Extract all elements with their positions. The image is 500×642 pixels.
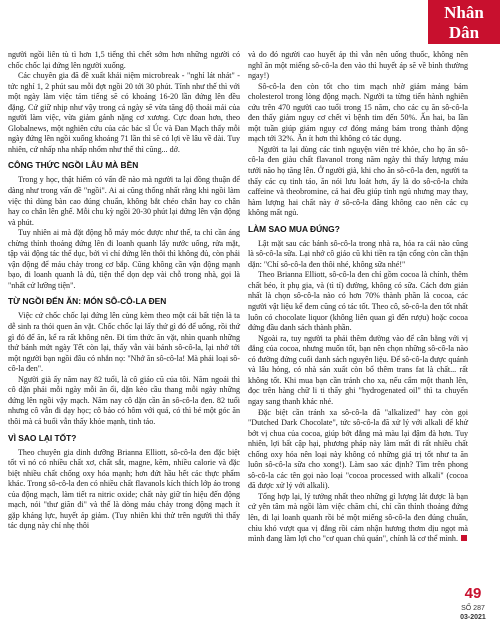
body-paragraph: Người già ấy năm nay 82 tuổi, là cô giáo cũ của tôi. Năm ngoái thì cô dặn phải mỗi ngày mỗi ăn ổi, dặn kèo cầu thang mỗi ngày những đứng lên ngồi vậy mạch. Năm nay cô dặn cần ăn sô-cô-la đen. 82 tuổi nhưng cô vẫn đi dạy học; cô bảo có hôm với quá, có thì bé một góc ăn thôi mà cả buổi vẫn thấy khỏe mạnh, tinh táo. (8, 374, 240, 426)
masthead-name: Nhân Dân (444, 3, 484, 42)
body-paragraph: người ngồi liên tù tì hơn 1,5 tiếng thì chết sớm hơn những người có chốc chốc lại đứng lên người xuống. (8, 50, 240, 70)
issue-number: SỐ 287 (461, 605, 485, 612)
page-number: 49 (464, 585, 482, 602)
body-paragraph: Theo chuyên gia dinh dưỡng Brianna Elliott, sô-cô-la đen đặc biệt tốt vì nó có nhiều chất xơ, chất sắt, magne, kẽm, nhiều calorie và đặc biệt nhiều chất chống oxy hóa mạnh; hơn đứt hầu hết các thực phẩm khác. Trong sô-cô-la đen có nhiều chất flavanols kích thích lớp áo trong của động mạch, làm tiết ra nitric oxide; chất này giữ tín hiệu đến động mạch, nói "thư giãn đi" và thế là dòng máu chảy trong động mạch ít gặp kháng lực, huyết áp giảm. (Tuy nhiên khi thử trên người thì thấy tác dụng này chỉ nhẹ thôi (8, 447, 240, 531)
article-column-left (8, 50, 240, 532)
section-heading: CÔNG THỨC NGỒI LÂU MÀ BỀN (8, 160, 139, 171)
body-paragraph: và do đó người cao huyết áp thì vẫn nên uống thuốc, không nên nghĩ ăn một miếng sô-cô-la đen vào thì huyết áp sẽ về bình thường ngay!) (248, 50, 468, 81)
masthead-subtitle: hằng tháng (439, 43, 489, 55)
page-footer (454, 586, 492, 622)
body-paragraph: Ngoài ra, tuy người ta phải thêm đường vào để cân bằng với vị đắng của cocoa, nhưng muốn tốt, bạn nên chọn những sô-cô-la nào có đường đứng cuối danh sách nguyên liệu. Để sô-cô-la được quánh và lâu hỏng, có nhà sản xuất còn bổ thêm trans fat là chất... rất không tốt. Khi mua bạn cần tránh cho xa, nếu cẩm một thanh lên, đọc trên hàng chữ li ti thấy ghi "hydrogenated oil" thì ta chuyển ngay sang thanh khác nhé. (248, 333, 468, 406)
section-heading: VÌ SAO LẠI TỐT? (8, 432, 77, 443)
body-paragraph: Việc cứ chốc chốc lại đứng lên cùng kèm theo một cái bất tiện là ta dễ sinh ra thói quen ăn vặt. Chốc chốc lại lấy thứ gì đó để uống, rồi thứ gì đó để ăn, kể ra rất không nên. Đi tìm thức ăn vặt, nhìn quanh những thứ bánh mứt ngày Tết còn lại, thấy vẫn vài bánh sô-cô-la, lại nhớ tới một người bạn ngồi đâu có nhắn nọ: "Nhớ ăn sô-cô-la! Mà phải loại sô-cô-la đen". (8, 311, 240, 374)
section-heading: LÀM SAO MUA ĐÚNG? (248, 223, 340, 234)
end-of-article-mark (461, 535, 467, 541)
body-paragraph: Theo Brianna Elliott, sô-cô-la đen chỉ gồm cocoa là chính, thêm chất béo, ít phụ gia, và (tì tí) đường, không có sữa. Cách đơn giản nhất là chọn sô-cô-la nào có hơn 70% thành phần là cocoa, các người vật liệu kể đem cũng có tác tốt. Theo cô, sô-cô-la đen tốt nhất luôn có chocolate liquor (không liên quan gì đến rượu) hoặc cocoa đứng đầu danh sách thành phần. (248, 270, 468, 333)
article-column-right (248, 50, 468, 545)
body-paragraph: Đặc biệt cần tránh xa sô-cô-la đã "alkalized" hay còn gọi "Dutched Dark Chocolate", tức sô-cô-la đã xử lý với alkali để khử bớt vị chua của cocoa, giúp bớt đắng mà màu lại đậm đà hơn. Tuy nhiên, lợi bất cập hại, phương pháp này làm mất đi rất nhiều chất chống oxy hóa nên loại này không có những giá trị tốt như ta ăn luôn sô-cô-la sữa cho xong!). Làm sao xác định? Tìm trên phong sô-cô-la các tên gọi nào loại "cocoa processed with alkali" (cocoa đã được xử lý với alkali). (248, 407, 468, 491)
body-paragraph: Sô-cô-la đen còn tốt cho tim mạch nhờ giảm mảng bám cholesterol trong lòng động mạch. Người ta từng tiến hành nghiên cứu trên 470 người cao tuổi trong 15 năm, cho các cụ ăn sô-cô-la đen thấy giảm nguy cơ chết vì bệnh tim đến 50%. Ấn hai, ba lần một tuần giúp giảm nguy cơ đóng mảng bám trong thành động mạch tới 32%. Ăn ít hơn thì không có tác dụng. (248, 81, 468, 144)
body-paragraph: Trong y học, thật hiếm có vấn đề nào mà người ta lại đồng thuận để dàng như trong vấn đề "ngồi". Ai ai cũng thống nhất rằng khi ngồi làm việc thì dùng bàn cao đúng chuẩn, không bắt chéo chân hay co chân hay co chân lên ghế. Mỗi chu kỳ ngồi 20-30 phút lại đứng lên vận động và phút. (8, 175, 240, 227)
masthead-logo (428, 0, 500, 55)
body-paragraph: Các chuyên gia đã đề xuất khái niệm microbreak - "nghỉ lát nhát" - tức nghỉ 1, 2 phút sau mỗi đợt ngồi 20 tới 30 phút. Tính như thế thì với một ngày làm việc tám tiếng sẽ có khoảng 16-20 lần đứng lên đều đặng. Cứ giữ nhịp như vậy trong cả ngày sẽ vừa tăng độ thoải mái của người làm việc, vừa giảm gánh nặng cơ xương. Cực đoan hơn, theo Globalnews, một nghiên cứu của các bác sĩ Úc và Đan Mạch thấy mỗi ngày đứng lên ngồi xuống khoảng 71 lần thì sẽ có lợi về lâu về dài. Tuy nhiên, cứ nhấp nha nhấp nhổm như thế thì cũng... dở. (8, 71, 240, 154)
body-paragraph: Tuy nhiên ai mà đặt động hỗ máy móc được như thế, ta chỉ cần áng chừng thỉnh thoảng đứng lên đi loanh quanh lấy nước uống, rửa mặt, tập vài động tác thể dục, bởi vì chỉ đứng lên thôi thì không đủ, còn phải vận động để máu chảy trong cơ bắp. Cũng không cần vận động mạnh bạo, đi loanh quanh là đủ, tiện thể dọn dẹp vài chỗ trong nhà, gọi là "nhất cử lưỡng tiện". (8, 228, 240, 290)
body-paragraph: Tổng hợp lại, lý tưởng nhất theo những gì lượng lát được là bạn cứ yên tâm mà ngồi làm việc chăm chỉ, chỉ cần thỉnh thoảng đứng lên, đi lại loanh quanh rồi bẻ một miếng sô-cô-la đen đúng chuẩn, chìu khó vượt qua vị đắng rồi cảm nhận hương thơm dịu ngọt mà mình đang làm lợi cho "cơ quan chủ quản", chính là cơ thể mình. (248, 491, 468, 544)
section-heading: TỪ NGỒI ĐẾN ĂN: MÓN SÔ-CÔ-LA ĐEN (8, 296, 167, 307)
body-paragraph: Người ta lại dùng các tinh nguyện viên trẻ khỏe, cho họ ăn sô-cô-la đen giàu chất flavanol trong năm ngày thì thấy lượng máu tưới não họ tăng lên. Ở người già, khi cho ăn sô-cô-la đen, người ta thấy các cụ tinh táo, ăn nói lưu loát hơn, ấy là do sô-cô-la chứa caffeine và theobromine, cả hai đều giúp tỉnh ngủ nhưng may thay, hàm lượng hai chất này ở sô-cô-la đăng không cao nên các cụ không mất ngủ. (248, 144, 468, 218)
body-paragraph: Lật mặt sau các bánh sô-cô-la trong nhà ra, hóa ra cái nào cũng là sô-cô-la sữa. Lại nhớ cô giáo cũ khi tiền ra tận cổng còn cần thận dặn: "Chỉ sô-cô-la đen thôi nhé, không sữa nhé!" (248, 238, 468, 269)
issue-date: 03-2021 (460, 614, 486, 621)
